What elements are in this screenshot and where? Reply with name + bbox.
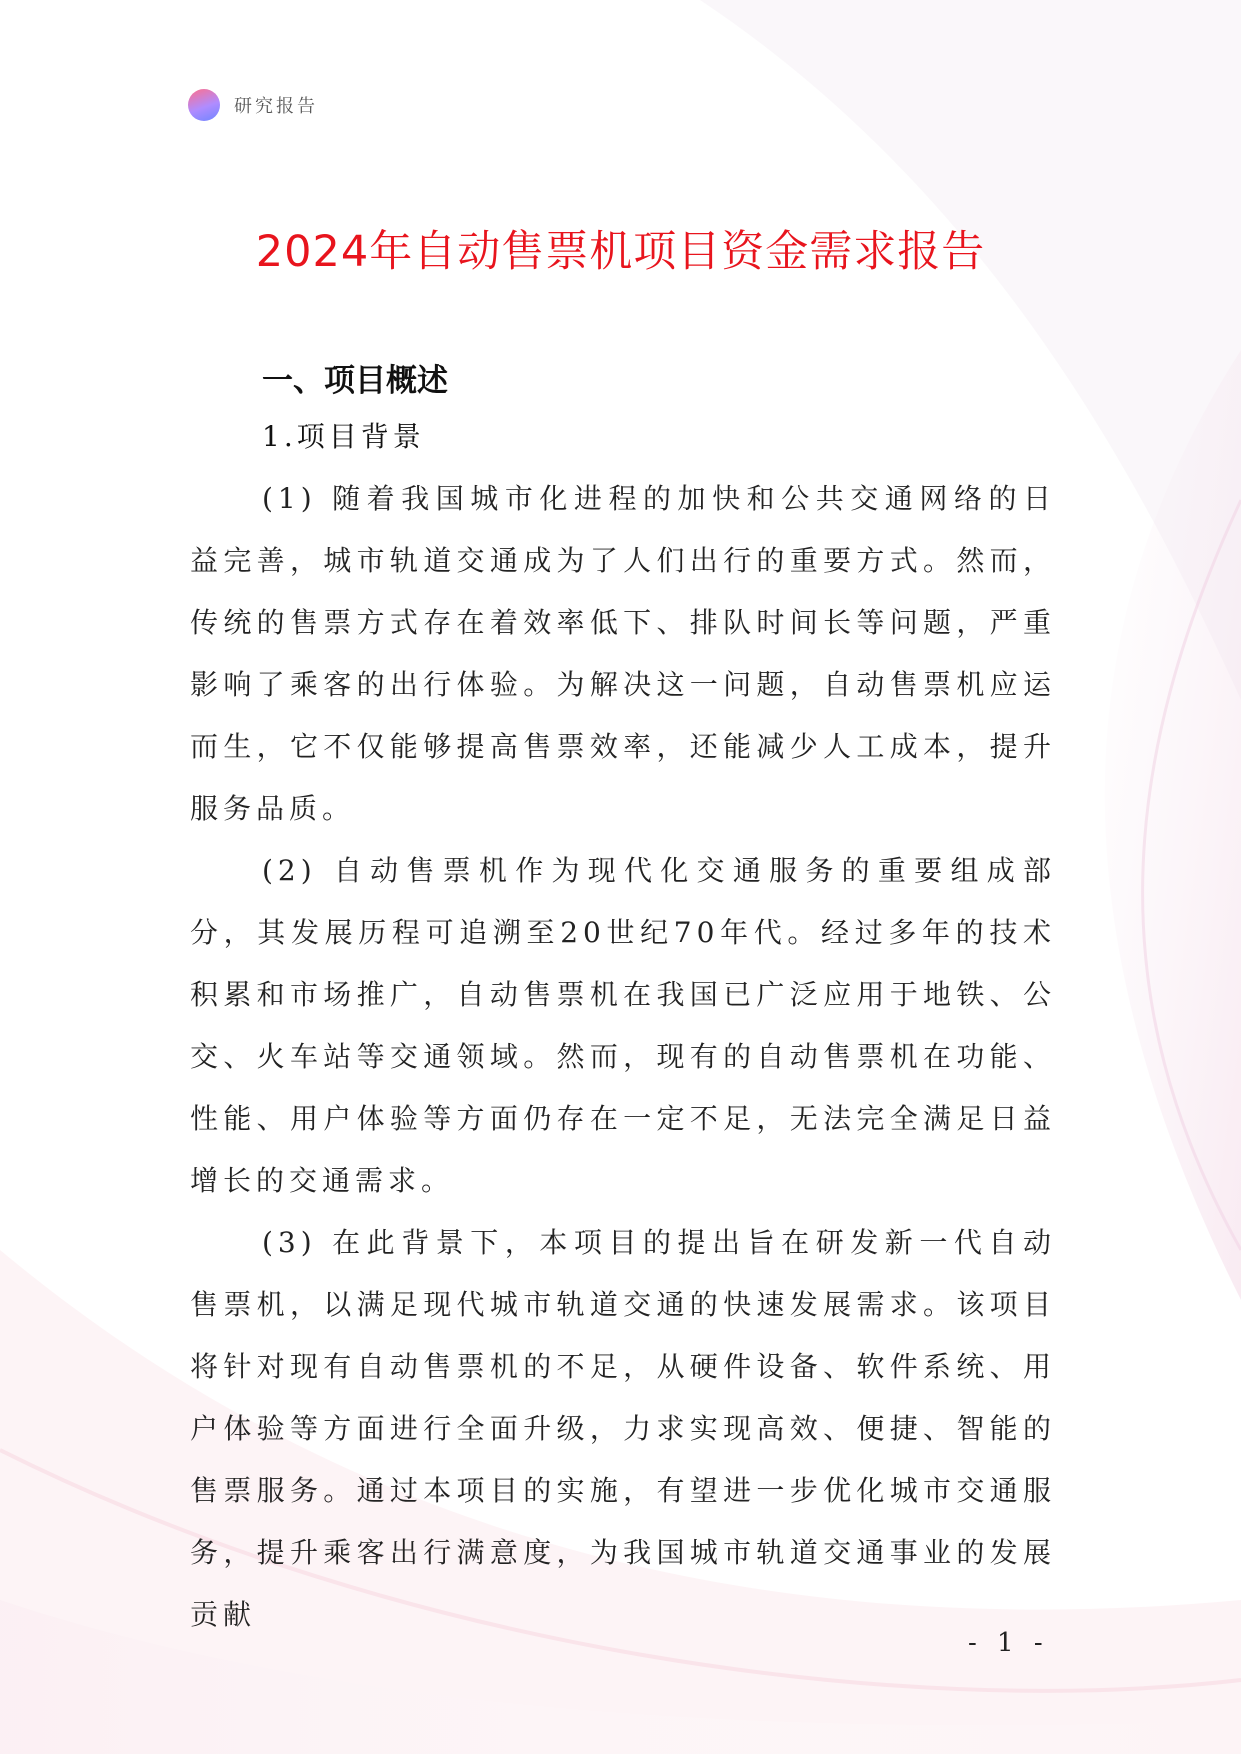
document-body: [190, 356, 1056, 1646]
paragraph-2: (2) 自动售票机作为现代化交通服务的重要组成部分，其发展历程可追溯至20世纪70年代。经过多年的技术积累和市场推广，自动售票机在我国已广泛应用于地铁、公交、火车站等交通领域。然而，现有的自动售票机在功能、性能、用户体验等方面仍存在一定不足，无法完全满足日益增长的交通需求。: [190, 854, 1056, 1197]
document-title: 2024年自动售票机项目资金需求报告: [255, 227, 986, 277]
section-heading: 一、项目概述: [262, 363, 448, 399]
paragraph-3: (3) 在此背景下，本项目的提出旨在研发新一代自动售票机，以满足现代城市轨道交通的快速发展需求。该项目将针对现有自动售票机的不足，从硬件设备、软件系统、用户体验等方面进行全面升级，力求实现高效、便捷、智能的售票服务。通过本项目的实施，有望进一步优化城市交通服务，提升乘客出行满意度，为我国城市轨道交通事业的发展贡献: [190, 1226, 1056, 1631]
paragraph-1: (1) 随着我国城市化进程的加快和公共交通网络的日益完善，城市轨道交通成为了人们出行的重要方式。然而，传统的售票方式存在着效率低下、排队时间长等问题，严重影响了乘客的出行体验。为解决这一问题，自动售票机应运而生，它不仅能够提高售票效率，还能减少人工成本，提升服务品质。: [190, 482, 1056, 825]
report-header: [188, 88, 318, 122]
page-number: - 1 -: [968, 1628, 1049, 1658]
header-label: 研究报告: [234, 96, 318, 117]
subsection-heading: 1.项目背景: [262, 420, 425, 453]
logo-circle-icon: [188, 89, 220, 121]
